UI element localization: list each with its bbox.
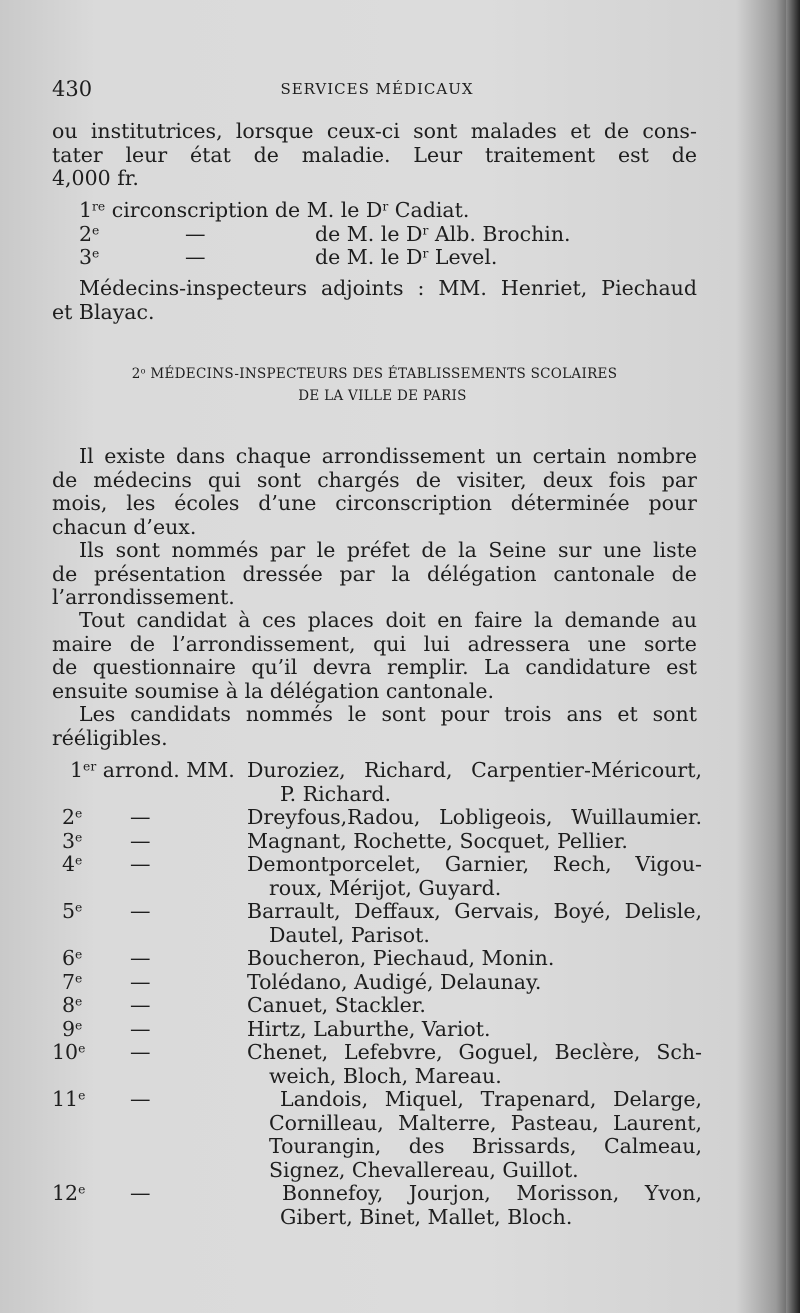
ditto-dash: — xyxy=(130,899,151,923)
circonscription-row: 2e — de M. le $D^r$ Alb. Brochin. xyxy=(79,221,571,246)
arrondissement-row: 3e — Magnant, Rochette, Socquet, Pellier. xyxy=(62,828,628,853)
section-heading: 2$^o$ MÉDECINS-INSPECTEURS DES ÉTABLISSEMENTS SCOLAIRES DE LA VILLE DE PARIS xyxy=(52,363,697,407)
running-title: SERVICES MÉDICAUX xyxy=(280,80,474,98)
arrondissement-row: 2e — Dreyfous,Radou, Lobligeois, Wuillaumier. xyxy=(62,805,702,829)
arrondissement-row-continued: Signez, Chevallereau, Guillot. xyxy=(269,1157,579,1182)
arrondissement-number: 3 xyxy=(62,828,76,853)
ditto-dash: — xyxy=(130,1087,151,1111)
text-line: l’arrondissement. xyxy=(52,586,235,609)
arrondissement-row: 7e — Tolédano, Audigé, Delaunay. xyxy=(62,969,542,994)
ditto-dash: — xyxy=(130,969,151,994)
arrondissement-row: 5e — Barrault, Deffaux, Gervais, Boyé, Delisle, xyxy=(62,899,702,923)
paragraph-2 xyxy=(52,539,697,610)
arrondissement-number: 9 xyxy=(62,1016,76,1041)
page-header xyxy=(52,76,702,102)
arrondissements-list xyxy=(52,759,702,1229)
ditto-dash: — xyxy=(185,221,206,246)
arrondissement-row-continued: P. Richard. xyxy=(280,781,392,806)
ditto-dash: — xyxy=(130,1016,151,1041)
text-line: Tout candidat à ces places doit en faire la demande au xyxy=(79,609,697,632)
circonscriptions-list xyxy=(52,199,697,270)
text-line: de questionnaire qu’il devra remplir. La candidature est xyxy=(52,656,697,679)
text-line: mois, les écoles d’une circonscription déterminée pour xyxy=(52,492,697,515)
arrondissement-row: 6e — Boucheron, Piechaud, Monin. xyxy=(62,946,555,970)
arrondissement-number: 7 xyxy=(62,969,76,994)
arrondissement-number: 2 xyxy=(62,805,76,829)
arrondissement-row: 10e — Chenet, Lefebvre, Goguel, Beclère, Sch- xyxy=(52,1040,702,1064)
text-line: ensuite soumise à la délégation cantonale. xyxy=(52,679,495,703)
arrondissement-number: 4 xyxy=(62,852,76,876)
arrondissement-row-continued: Gibert, Binet, Mallet, Bloch. xyxy=(280,1204,573,1229)
ditto-dash: — xyxy=(130,828,151,853)
section-subtitle: DE LA VILLE DE PARIS xyxy=(298,388,467,404)
arrondissement-row: 8e — Canuet, Stackler. xyxy=(62,993,426,1017)
ditto-dash: — xyxy=(130,1040,151,1064)
arrondissement-number: 12 xyxy=(52,1181,79,1205)
arrondissement-number: 5 xyxy=(62,899,76,923)
text-line: de médecins qui sont chargés de visiter, deux fois par xyxy=(52,468,697,492)
ditto-dash: — xyxy=(130,946,151,970)
arrondissement-row: 1er arrond. MM. Duroziez, Richard, Carpentier-Méricourt, xyxy=(70,758,702,782)
text-line: maire de l’arrondissement, qui lui adressera une sorte xyxy=(52,632,697,656)
arrondissement-number: 11 xyxy=(52,1087,79,1111)
doctor-name: Cadiat. xyxy=(394,198,470,222)
arrondissement-number: 6 xyxy=(62,946,76,970)
circ-number: 2 xyxy=(79,221,93,246)
page-edge-shadow xyxy=(786,0,800,1313)
arrondissement-row-continued: Cornilleau, Malterre, Pasteau, Laurent, xyxy=(269,1110,702,1135)
arrondissement-row: 11e — Landois, Miquel, Trapenard, Delarge, xyxy=(52,1087,702,1111)
text-line: Les candidats nommés le sont pour trois ans et sont xyxy=(79,703,697,726)
arrondissement-row-continued: Tourangin, des Brissards, Calmeau, xyxy=(269,1134,702,1158)
paragraph-3 xyxy=(52,609,697,703)
text-line: Il existe dans chaque arrondissement un certain nombre xyxy=(79,445,697,468)
circonscription-row: 3e — de M. le $D^r$ Level. xyxy=(79,245,498,269)
circ-number: 1 xyxy=(79,198,93,222)
section-number: 2 xyxy=(131,366,141,382)
section-title: MÉDECINS-INSPECTEURS DES ÉTABLISSEMENTS SCOLAIRES xyxy=(150,366,618,382)
text-line: Médecins-inspecteurs adjoints : MM. Henriet, Piechaud xyxy=(79,277,697,300)
page-number: 430 xyxy=(52,77,93,101)
circonscription-row: 1re circonscription de M. le $D^r$ Cadiat. xyxy=(79,198,470,222)
ditto-dash: — xyxy=(130,852,151,876)
arrondissement-row-continued: roux, Mérijot, Guyard. xyxy=(269,875,502,900)
arrondissement-row: 4e — Demontporcelet, Garnier, Rech, Vigou- xyxy=(62,852,702,876)
adjoints-paragraph xyxy=(52,277,697,324)
paragraph-1 xyxy=(52,445,697,539)
circ-number: 3 xyxy=(79,245,93,269)
arrondissement-number: 8 xyxy=(62,993,76,1017)
text-line: Ils sont nommés par le préfet de la Seine sur une liste xyxy=(79,539,697,562)
arrondissement-row: 9e — Hirtz, Laburthe, Variot. xyxy=(62,1016,491,1041)
text-line: 4,000 fr. xyxy=(52,167,139,190)
arrondissement-number: 1 xyxy=(70,758,84,782)
text-line: tater leur état de maladie. Leur traitement est de xyxy=(52,143,697,167)
ditto-dash: — xyxy=(185,245,206,269)
arrondissement-row-continued: Dautel, Parisot. xyxy=(269,922,430,947)
paragraph-4 xyxy=(52,703,697,750)
ditto-dash: — xyxy=(130,805,151,829)
text-line: rééligibles. xyxy=(52,726,168,750)
arrondissement-row: 12e — Bonnefoy, Jourjon, Morisson, Yvon, xyxy=(52,1181,702,1205)
arrondissement-row-continued: weich, Bloch, Mareau. xyxy=(269,1063,502,1088)
arrondissement-number: 10 xyxy=(52,1040,79,1064)
ditto-dash: — xyxy=(130,1181,151,1205)
text-line: et Blayac. xyxy=(52,300,155,324)
doctor-name: Alb. Brochin. xyxy=(434,221,571,246)
text-line: ou institutrices, lorsque ceux-ci sont malades et de cons- xyxy=(52,120,697,143)
doctor-name: Level. xyxy=(434,245,498,269)
ditto-dash: — xyxy=(130,993,151,1017)
text-line: chacun d’eux. xyxy=(52,515,197,539)
text-line: de présentation dressée par la délégation cantonale de xyxy=(52,562,697,586)
intro-paragraph xyxy=(52,120,697,191)
